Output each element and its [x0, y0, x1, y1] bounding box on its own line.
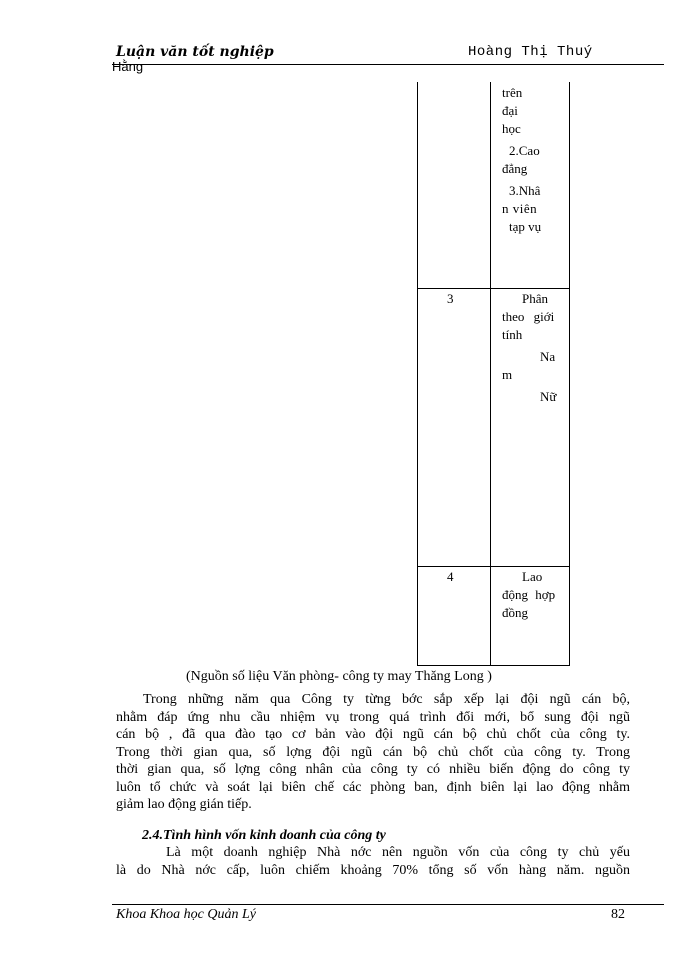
cell-line: trên: [502, 85, 523, 100]
text-line: Là một doanh nghiệp Nhà nớc nên nguồn vốn của công ty chủ yếu: [166, 845, 630, 860]
footer-faculty: Khoa Khoa học Quản Lý: [116, 907, 256, 922]
table-row: [497, 84, 567, 236]
cell-line: m: [502, 367, 513, 382]
table-row: [497, 568, 567, 622]
table-border-left: [417, 82, 418, 666]
text-line: thời gian qua, số lợng công nhân của công ty có nhiều biến động do công ty: [116, 762, 630, 777]
cell-line: đại: [502, 103, 518, 118]
header-thesis-title: Luận văn tốt nghiệp: [116, 44, 274, 60]
cell-line: 2.Cao: [509, 143, 540, 158]
header-divider: [112, 64, 664, 65]
header-author-fragment: Hằng: [112, 59, 144, 74]
text-line: giảm lao động gián tiếp.: [116, 797, 252, 812]
row-number: 3: [447, 291, 454, 306]
cell-line: 3.Nhâ: [509, 183, 541, 198]
cell-line: đồng: [502, 605, 528, 620]
table-row: [497, 290, 567, 406]
text-line: là do Nhà nớc cấp, luôn chiếm khoảng 70% tổng số vốn hàng năm. nguồn: [116, 863, 630, 878]
table-source-note: (Nguồn số liệu Văn phòng- công ty may Thăng Long ): [186, 669, 492, 684]
cell-line: n viên: [502, 201, 538, 216]
text-line: luôn tổ chức và soát lại biên chế các phòng ban, định biên lại lao động nhằm: [116, 779, 630, 795]
cell-line: Na: [540, 349, 556, 364]
cell-line: Lao: [522, 569, 543, 584]
text-line: Trong những năm qua Công ty từng bớc sắp xếp lại đội ngũ cán bộ,: [143, 692, 630, 707]
cell-line: tính: [502, 327, 523, 342]
text-line: nhằm đáp ứng nhu cầu nhiệm vụ trong quá trình đổi mới, bổ sung đội ngũ: [116, 709, 630, 725]
table-row-divider: [417, 566, 570, 567]
text-line: Trong thời gian qua, số lợng đội ngũ cán bộ chủ chốt của công ty. Trong: [116, 744, 630, 760]
footer-divider: [112, 904, 664, 905]
cell-line: Phân: [522, 291, 548, 306]
header-author: Hoàng Thị Thuý: [468, 44, 593, 60]
cell-line: đẳng: [502, 161, 528, 176]
table-row-divider: [417, 288, 570, 289]
body-paragraph: [116, 844, 630, 880]
text-line: cán bộ , đã qua đào tạo cơ bản vào đội ngũ cán bộ chủ chốt của công ty.: [116, 727, 630, 742]
cell-line: tạp vụ: [509, 219, 542, 234]
cell-line: Nữ: [540, 389, 557, 404]
cell-line: động hợp: [502, 587, 556, 602]
section-heading: 2.4.Tình hình vốn kinh doanh của công ty: [142, 828, 386, 843]
staff-table: [417, 82, 570, 666]
body-paragraph: [116, 691, 630, 814]
row-number: 4: [447, 569, 454, 584]
page-number: 82: [611, 907, 625, 922]
cell-line: học: [502, 121, 521, 136]
cell-line: theo giới: [502, 309, 555, 324]
table-border-bottom: [417, 665, 570, 666]
table-column-divider: [490, 82, 491, 666]
table-border-right: [569, 82, 570, 666]
